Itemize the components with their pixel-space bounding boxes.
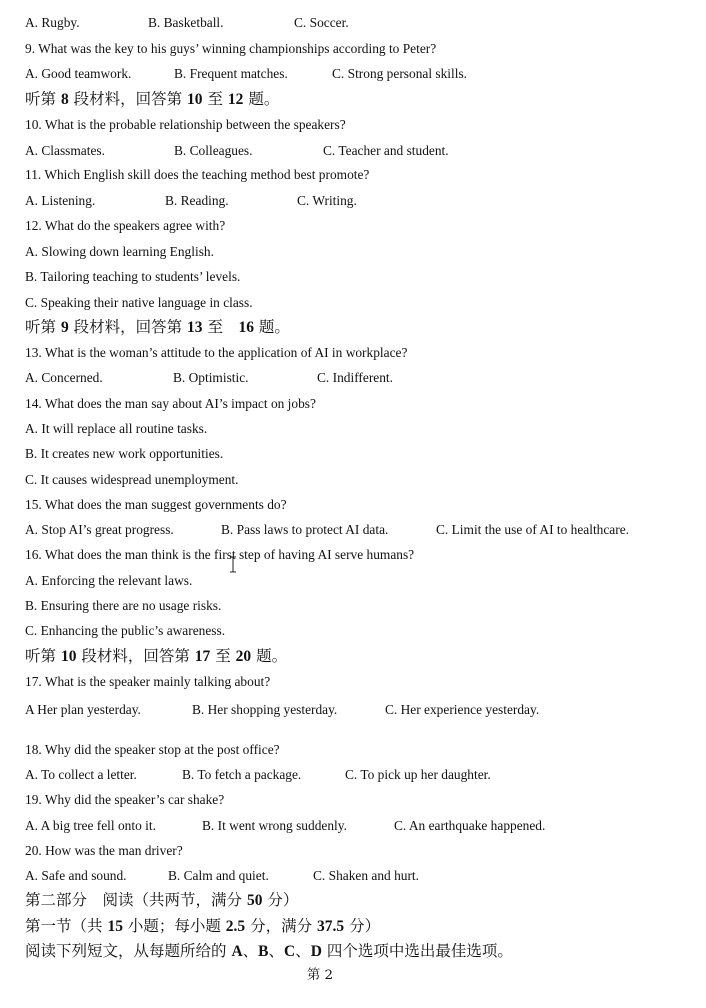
option-c: C. Her experience yesterday. — [385, 702, 540, 717]
q16-question: 16. What does the man think is the first step of having AI serve humans? — [25, 547, 415, 562]
q16-option-c: C. Enhancing the public’s awareness. — [25, 623, 226, 638]
q12-question: 12. What do the speakers agree with? — [25, 218, 226, 233]
heading-text-part: A — [231, 943, 243, 960]
heading-text-part: 10 — [187, 91, 203, 108]
option-b: B. Reading. — [165, 193, 229, 208]
q14-question: 14. What does the man say about AI’s impact on jobs? — [25, 396, 316, 411]
heading-text-part: 分，满分 — [245, 917, 318, 935]
heading-text-part: 13 — [187, 319, 203, 336]
heading-text-part: 20 — [235, 648, 252, 665]
heading-text-part: 段材料，回答第 — [68, 90, 188, 108]
text-cursor-icon — [229, 556, 237, 573]
q20-question: 20. How was the man driver? — [25, 843, 183, 858]
heading-text-part: 小题；每小题 — [122, 917, 226, 935]
heading-text-part: 题。 — [253, 318, 290, 336]
option-c: C. Shaken and hurt. — [313, 868, 419, 883]
heading-text-part: 听第 — [25, 647, 61, 665]
section-10-heading — [25, 647, 287, 666]
option-a: A. Rugby. — [25, 15, 80, 30]
q12-option-c: C. Speaking their native language in class. — [25, 295, 253, 310]
q16-option-a: A. Enforcing the relevant laws. — [25, 573, 193, 588]
heading-text-part: 四个选项中选出最佳选项。 — [321, 942, 513, 960]
option-a: A. Stop AI’s great progress. — [25, 522, 174, 537]
heading-text-part: 10 — [60, 648, 77, 665]
q12-option-a: A. Slowing down learning English. — [25, 244, 214, 259]
option-b: B. To fetch a package. — [182, 767, 302, 782]
q11-question: 11. Which English skill does the teaching method best promote? — [25, 167, 370, 182]
heading-text-part: 15 — [107, 918, 123, 935]
heading-text-part: 50 — [246, 892, 263, 909]
heading-text-part: D — [310, 943, 322, 960]
section-8-heading — [25, 90, 279, 109]
option-b: B. Basketball. — [148, 15, 224, 30]
heading-text-part: 至 — [210, 647, 236, 665]
option-b: B. It went wrong suddenly. — [202, 818, 347, 833]
reading-instruction — [25, 942, 513, 961]
heading-text-part: 第一节（共 — [25, 917, 108, 935]
option-c: C. Limit the use of AI to healthcare. — [436, 522, 629, 537]
option-a: A. Listening. — [25, 193, 96, 208]
heading-text-part: 听第 — [25, 318, 61, 336]
option-a: A. A big tree fell onto it. — [25, 818, 156, 833]
option-c: C. Teacher and student. — [323, 143, 449, 158]
heading-text-part: 12 — [227, 91, 244, 108]
option-c: C. Writing. — [297, 193, 357, 208]
option-c: C. An earthquake happened. — [394, 818, 546, 833]
section-9-heading — [25, 318, 290, 337]
option-b: B. Pass laws to protect AI data. — [221, 522, 389, 537]
q14-option-c: C. It causes widespread unemployment. — [25, 472, 239, 487]
heading-text-part: 、 — [242, 942, 259, 960]
heading-text-part: 分） — [262, 891, 299, 909]
q16-option-b: B. Ensuring there are no usage risks. — [25, 598, 222, 613]
heading-text-part: 、 — [268, 942, 285, 960]
section-one-heading — [25, 917, 380, 936]
q13-question: 13. What is the woman’s attitude to the application of AI in workplace? — [25, 345, 408, 360]
part-two-heading — [25, 891, 298, 910]
q14-option-a: A. It will replace all routine tasks. — [25, 421, 208, 436]
heading-text-part: 题。 — [243, 90, 280, 108]
q9-question: 9. What was the key to his guys’ winning championships according to Peter? — [25, 41, 437, 56]
q17-question: 17. What is the speaker mainly talking about? — [25, 674, 271, 689]
heading-text-part: 题。 — [251, 647, 288, 665]
option-c: C. Indifferent. — [317, 370, 393, 385]
option-a: A Her plan yesterday. — [25, 702, 141, 717]
heading-text-part: 第二部分 阅读（共两节，满分 — [25, 891, 247, 909]
option-a: A. Good teamwork. — [25, 66, 132, 81]
heading-text-part: B — [258, 943, 269, 960]
option-c: C. Soccer. — [294, 15, 349, 30]
option-b: B. Frequent matches. — [174, 66, 288, 81]
heading-text-part: 16 — [238, 319, 254, 336]
heading-text-part: C — [284, 943, 296, 960]
q12-option-b: B. Tailoring teaching to students’ levels. — [25, 269, 241, 284]
q15-question: 15. What does the man suggest governments do? — [25, 497, 287, 512]
option-a: A. Safe and sound. — [25, 868, 127, 883]
option-b: B. Optimistic. — [173, 370, 249, 385]
q14-option-b: B. It creates new work opportunities. — [25, 446, 224, 461]
option-b: B. Calm and quiet. — [168, 868, 269, 883]
option-a: A. To collect a letter. — [25, 767, 137, 782]
heading-text-part: 段材料，回答第 — [68, 318, 188, 336]
heading-text-part: 2.5 — [225, 918, 246, 935]
heading-text-part: 37.5 — [317, 918, 345, 935]
heading-text-part: 阅读下列短文，从每题所给的 — [25, 942, 232, 960]
option-a: A. Classmates. — [25, 143, 105, 158]
q10-question: 10. What is the probable relationship between the speakers? — [25, 117, 346, 132]
page-number: 第 2 — [306, 968, 334, 983]
q19-question: 19. Why did the speaker’s car shake? — [25, 792, 225, 807]
heading-text-part: 听第 — [25, 90, 61, 108]
option-b: B. Her shopping yesterday. — [192, 702, 338, 717]
q18-question: 18. Why did the speaker stop at the post office? — [25, 742, 280, 757]
heading-text-part: 8 — [60, 91, 69, 108]
heading-text-part: 至 — [202, 90, 228, 108]
heading-text-part: 、 — [295, 942, 311, 960]
option-b: B. Colleagues. — [174, 143, 253, 158]
option-a: A. Concerned. — [25, 370, 103, 385]
option-c: C. To pick up her daughter. — [345, 767, 491, 782]
heading-text-part: 段材料，回答第 — [76, 647, 195, 665]
heading-text-part: 9 — [60, 319, 69, 336]
option-c: C. Strong personal skills. — [332, 66, 468, 81]
heading-text-part: 分） — [344, 917, 381, 935]
heading-text-part: 至 — [202, 318, 239, 336]
heading-text-part: 17 — [194, 648, 211, 665]
